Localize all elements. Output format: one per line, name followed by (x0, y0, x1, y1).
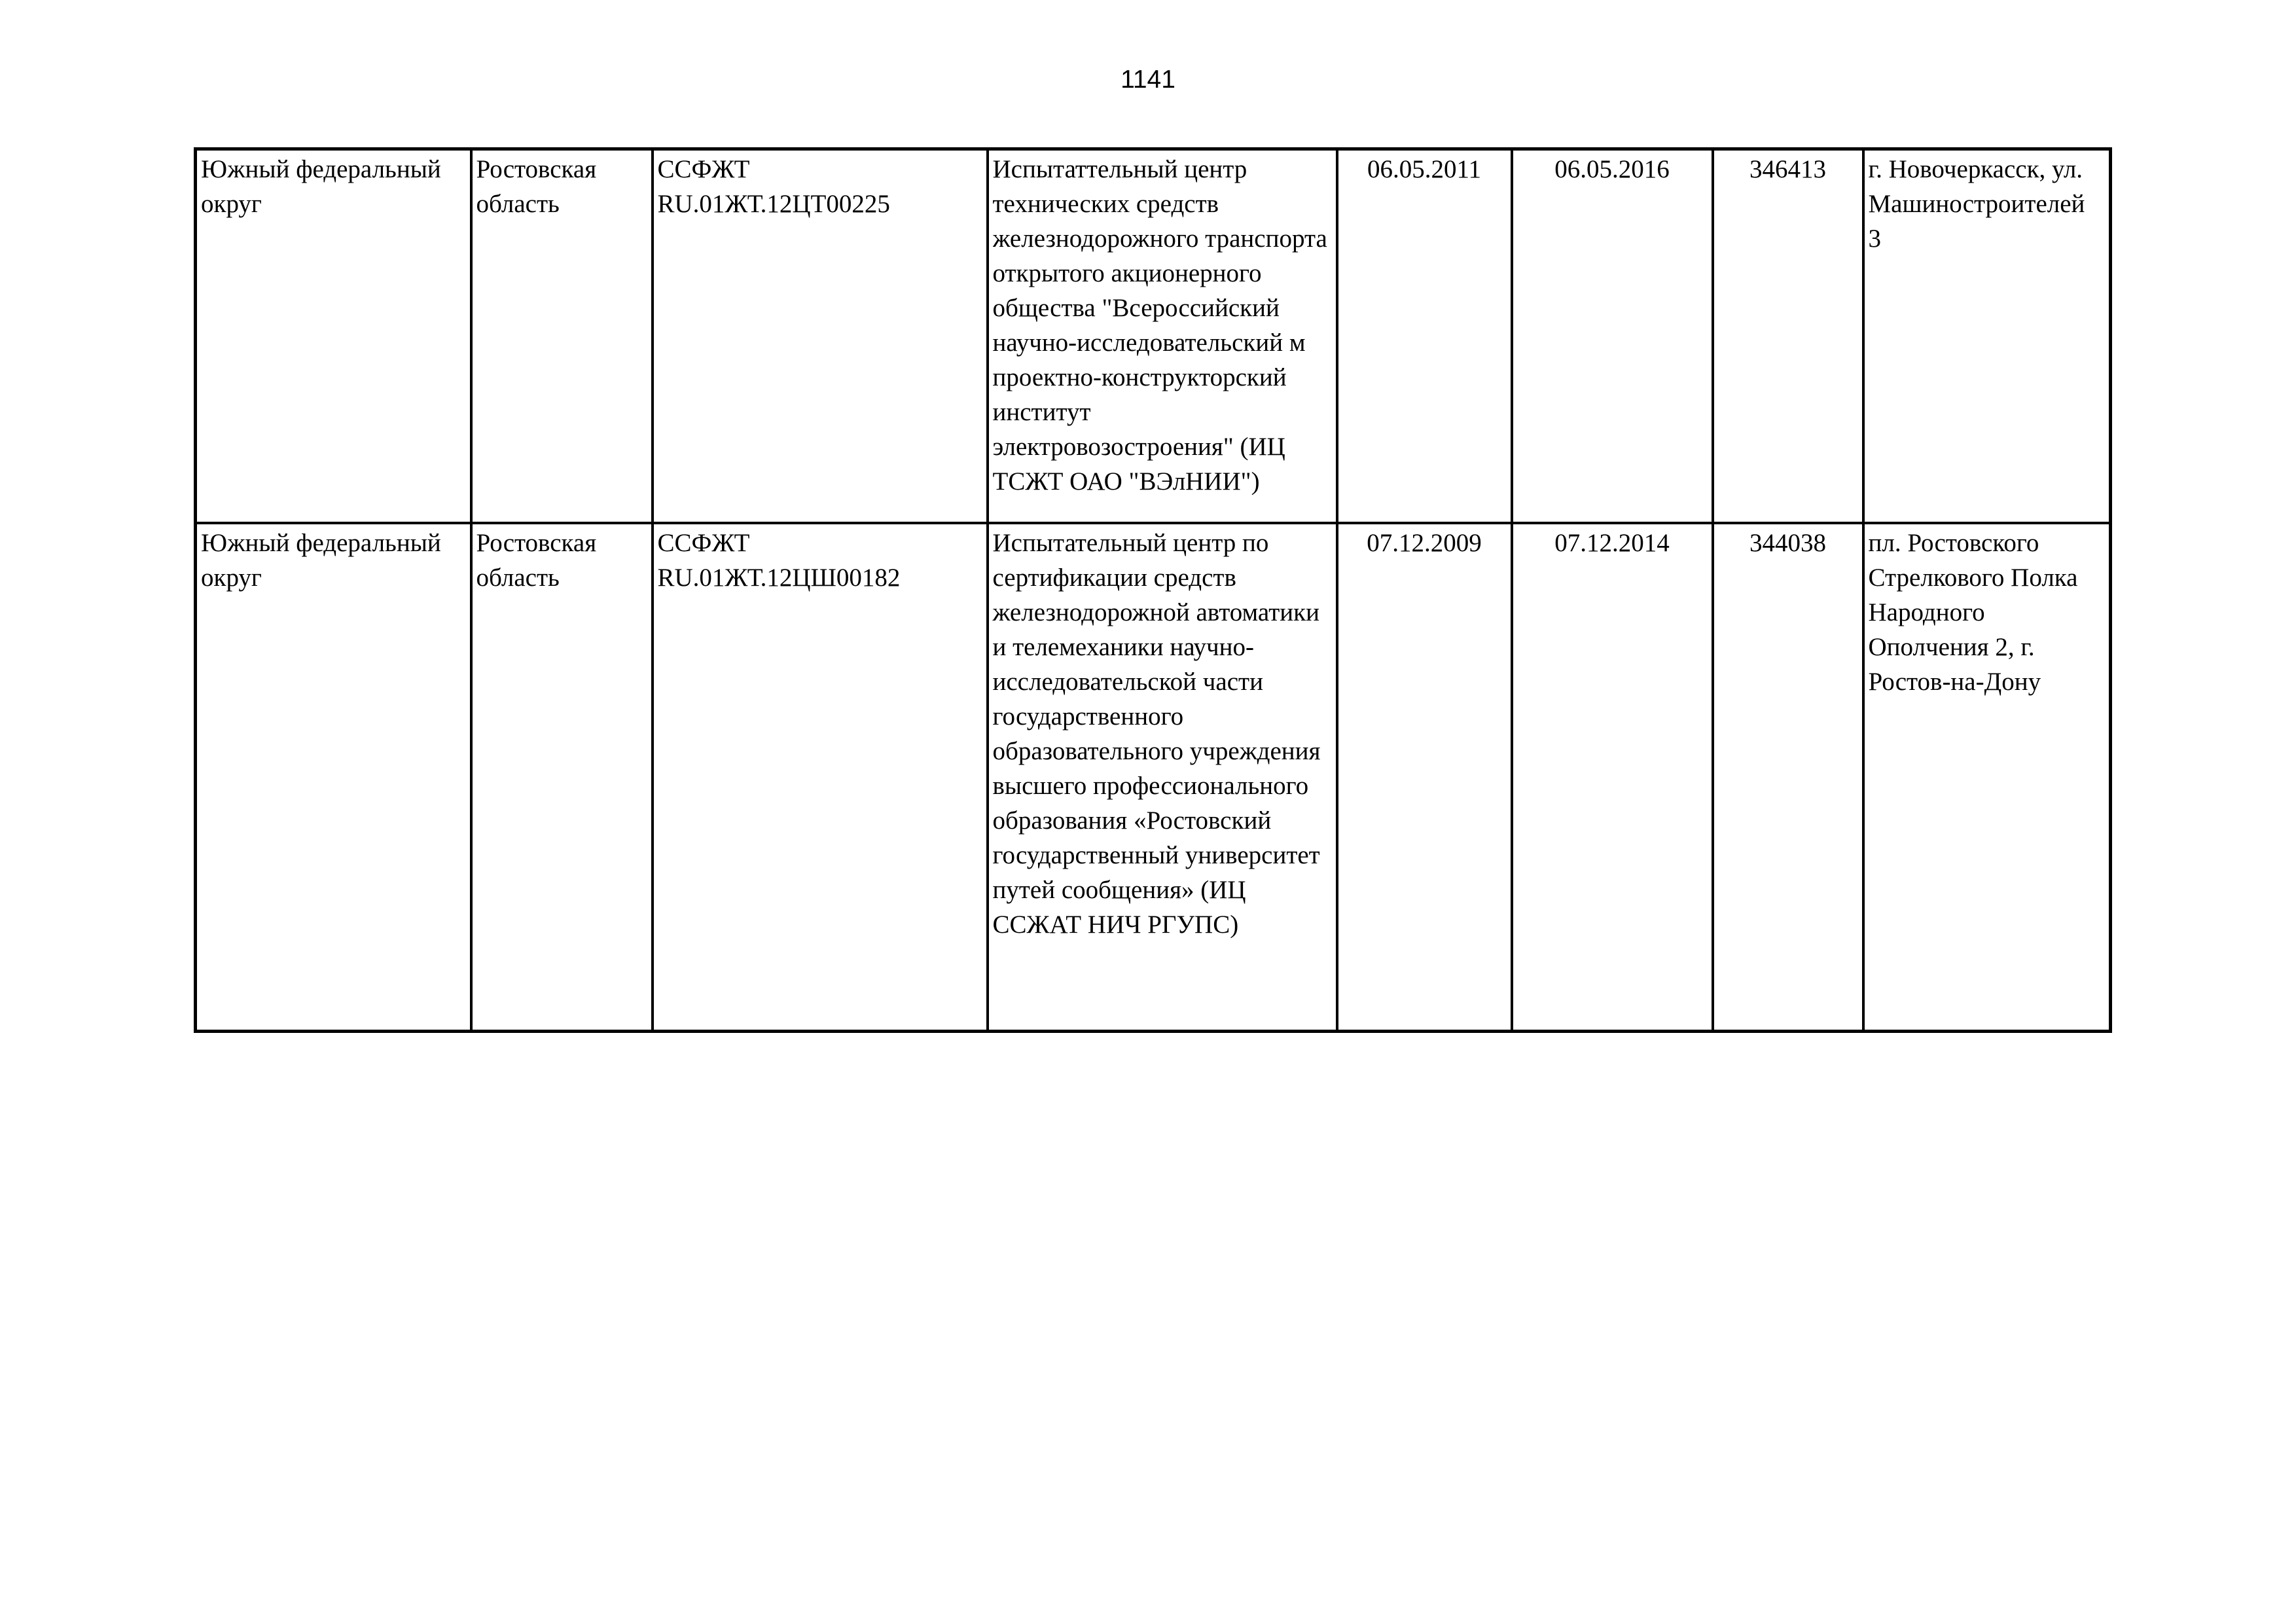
address-cell: г. Новочеркасск, ул. Машиностроителей 3 (1863, 149, 2111, 524)
organization-cell (988, 149, 1337, 524)
certificate-cell: ССФЖТ RU.01ЖТ.12ЦШ00182 (653, 523, 988, 1032)
certificate-cell: ССФЖТ RU.01ЖТ.12ЦТ00225 (653, 149, 988, 524)
date-to-cell: 06.05.2016 (1512, 149, 1713, 524)
date-from-cell: 07.12.2009 (1337, 523, 1512, 1032)
organization-text: Испытаттельный центр технических средств железнодорожного транспорта открытого акционерного общества "Всероссийский научно-исследовательский м проектно-конструкторский институт электровозостроения" (ИЦ ТСЖТ ОАО "ВЭлНИИ") (992, 155, 1327, 496)
district-cell: Южный федеральный округ (196, 523, 471, 1032)
region-cell: Ростовская область (471, 149, 653, 524)
postcode-cell: 346413 (1713, 149, 1863, 524)
date-to-cell: 07.12.2014 (1512, 523, 1713, 1032)
page-number: 1141 (1121, 65, 1175, 94)
postcode-cell: 344038 (1713, 523, 1863, 1032)
district-cell: Южный федеральный округ (196, 149, 471, 524)
table-row (196, 149, 2111, 524)
registry-table (194, 147, 2112, 1033)
table-row (196, 523, 2111, 1032)
region-cell: Ростовская область (471, 523, 653, 1032)
address-cell: пл. Ростовского Стрелкового Полка Народного Ополчения 2, г. Ростов-на-Дону (1863, 523, 2111, 1032)
organization-cell: Испытательный центр по сертификации средств железнодорожной автоматики и телемеханики научно-исследовательской части государственного образовательного учреждения высшего профессионального образования «Ростовский государственный университет путей сообщения» (ИЦ ССЖАТ НИЧ РГУПС) (988, 523, 1337, 1032)
date-from-cell: 06.05.2011 (1337, 149, 1512, 524)
